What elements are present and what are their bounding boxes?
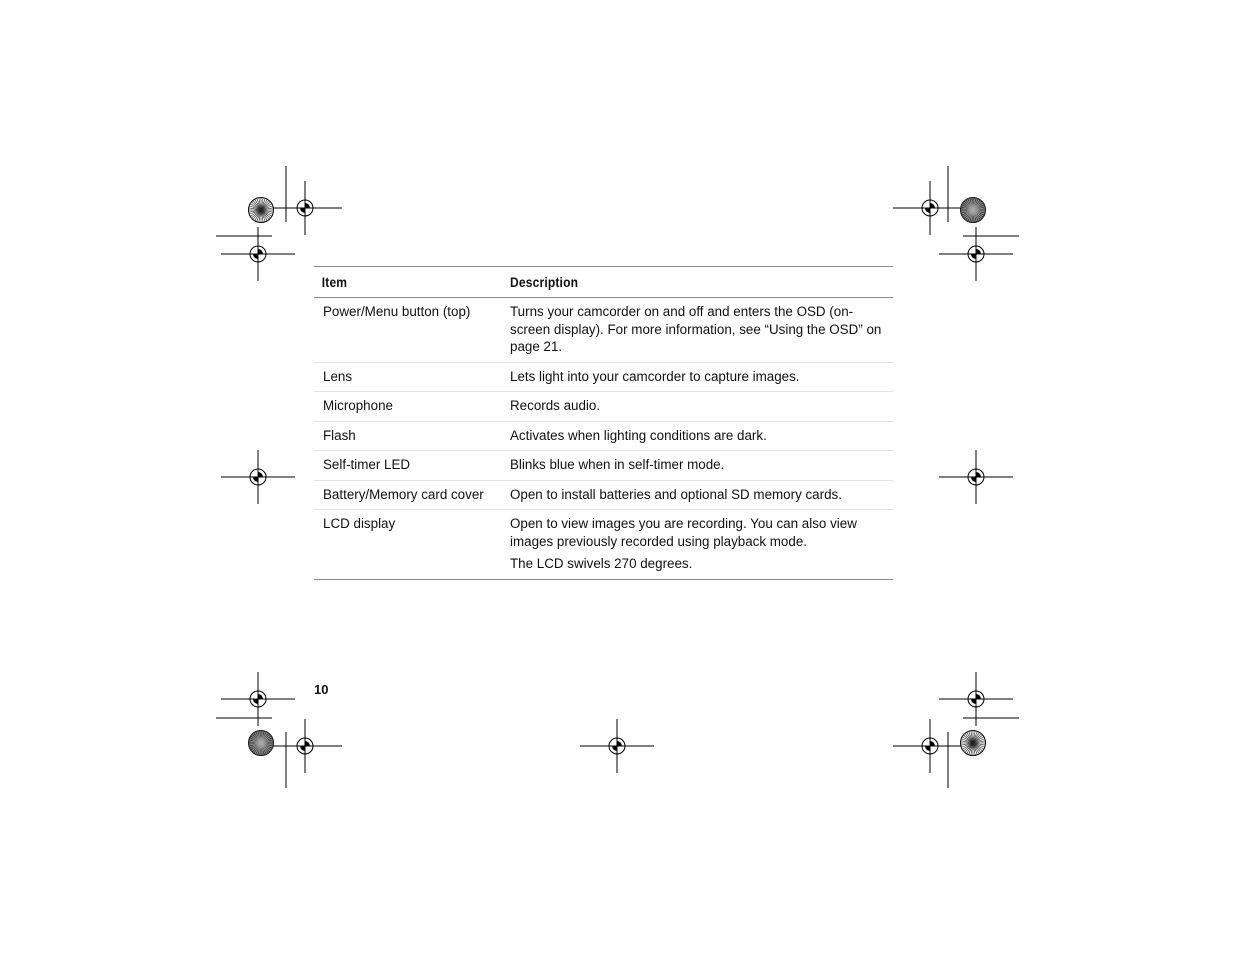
table-body bbox=[314, 298, 893, 579]
header-item: Item bbox=[321, 274, 348, 290]
item-cell: Power/Menu button (top) bbox=[323, 304, 471, 319]
item-cell: Self-timer LED bbox=[323, 457, 411, 472]
description-paragraph: The LCD swivels 270 degrees. bbox=[510, 556, 693, 571]
description-paragraph: Blinks blue when in self-timer mode. bbox=[510, 457, 725, 472]
description-paragraph: Turns your camcorder on and off and enters the OSD (on-screen display). For more information, see “Using the OSD” on page 21. bbox=[510, 304, 882, 354]
description-cell bbox=[510, 368, 893, 386]
table-row bbox=[314, 481, 893, 511]
page-number: 10 bbox=[314, 682, 329, 697]
description-cell bbox=[510, 427, 893, 445]
description-paragraph: Activates when lighting conditions are dark. bbox=[510, 427, 767, 443]
registration-starburst bbox=[249, 731, 274, 756]
registration-target bbox=[221, 227, 295, 281]
table-header bbox=[314, 267, 893, 298]
registration-target bbox=[893, 181, 967, 235]
description-cell bbox=[510, 456, 893, 474]
table-row bbox=[314, 298, 893, 363]
registration-starburst bbox=[249, 198, 274, 223]
registration-target bbox=[893, 719, 967, 773]
item-cell: Battery/Memory card cover bbox=[323, 486, 484, 502]
item-cell: LCD display bbox=[323, 516, 396, 531]
table-row bbox=[314, 451, 893, 481]
registration-target bbox=[580, 719, 654, 773]
registration-target bbox=[939, 227, 1013, 281]
item-cell: Microphone bbox=[323, 398, 393, 413]
registration-target bbox=[939, 450, 1013, 504]
registration-starburst bbox=[961, 198, 986, 223]
table-row bbox=[314, 392, 893, 422]
description-cell bbox=[510, 397, 893, 415]
description-cell bbox=[510, 515, 893, 573]
description-cell bbox=[510, 303, 893, 356]
description-paragraph: Open to install batteries and optional SD memory cards. bbox=[510, 486, 842, 502]
description-table bbox=[314, 266, 893, 580]
registration-starburst bbox=[961, 731, 986, 756]
description-paragraph: Lets light into your camcorder to capture images. bbox=[510, 368, 800, 384]
table-row bbox=[314, 422, 893, 452]
description-paragraph: Records audio. bbox=[510, 398, 601, 413]
item-cell: Flash bbox=[323, 427, 356, 443]
registration-target bbox=[221, 450, 295, 504]
description-cell bbox=[510, 486, 893, 504]
description-paragraph: Open to view images you are recording. You can also view images previously recorded using playback mode. bbox=[510, 516, 857, 549]
registration-target bbox=[268, 719, 342, 773]
table-row bbox=[314, 510, 893, 579]
header-description: Description bbox=[510, 274, 579, 290]
table-row bbox=[314, 363, 893, 393]
registration-target bbox=[268, 181, 342, 235]
item-cell: Lens bbox=[323, 368, 353, 384]
